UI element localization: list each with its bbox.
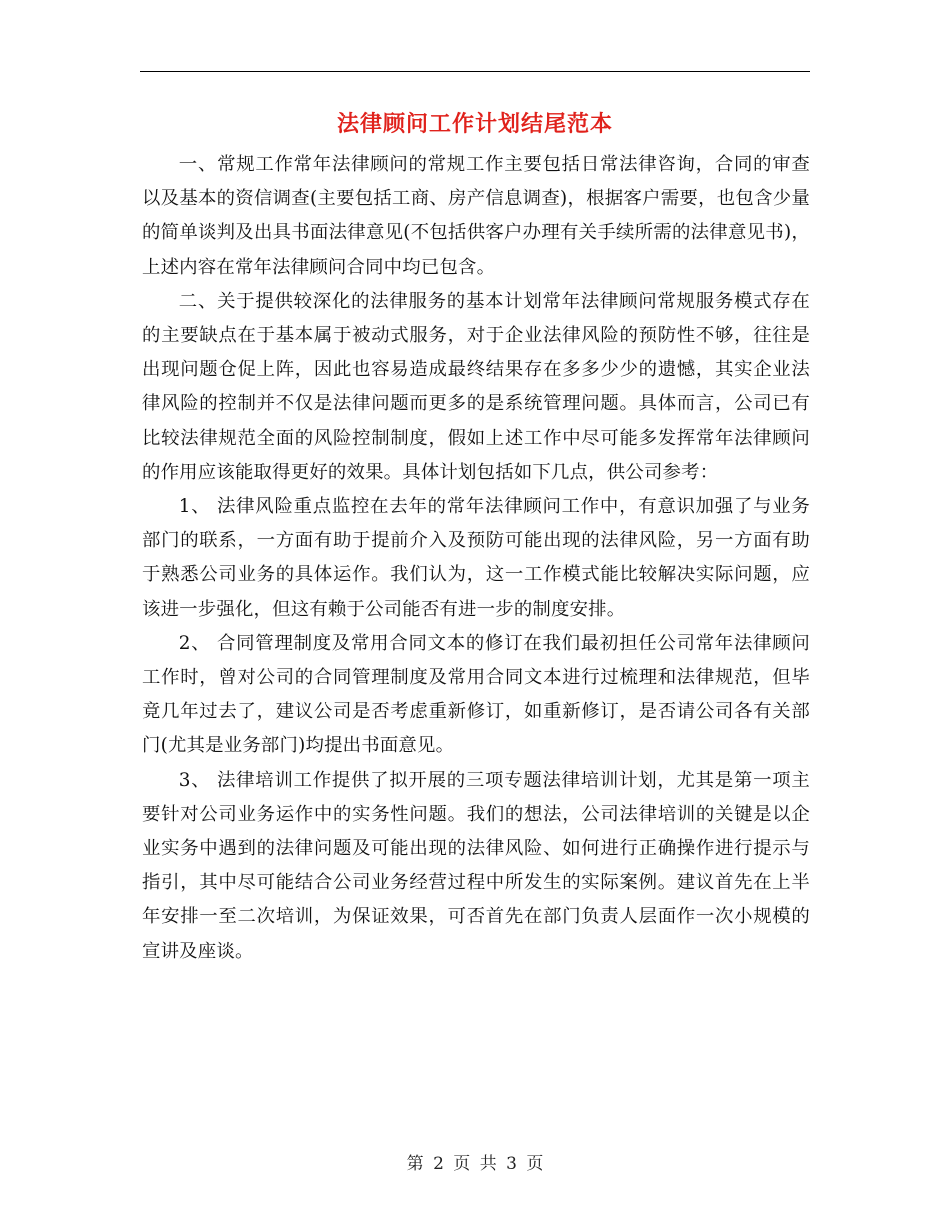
- paragraph-routine-work: 一、常规工作常年法律顾问的常规工作主要包括日常法律咨询，合同的审查以及基本的资信调查(主要包括工商、房产信息调查)，根据客户需要，也包含少量的简单谈判及出具书面法律意见(不包括供客户办理有关手续所需的法律意见书)，上述内容在常年法律顾问合同中均已包含。: [142, 154, 810, 278]
- document-body: [142, 148, 810, 969]
- document-title: 法律顾问工作计划结尾范本: [336, 111, 613, 137]
- header-rule: [140, 71, 810, 72]
- page-number: 第 2 页 共 3 页: [406, 1154, 544, 1174]
- paragraph-legal-training: 3、 法律培训工作提供了拟开展的三项专题法律培训计划，尤其是第一项主要针对公司业务运作中的实务性问题。我们的想法，公司法律培训的关键是以企业实务中遇到的法律问题及可能出现的法律风险、如何进行正确操作进行提示与指引，其中尽可能结合公司业务经营过程中所发生的实际案例。建议首先在上半年安排一至二次培训，为保证效果，可否首先在部门负责人层面作一次小规模的宣讲及座谈。: [142, 769, 810, 962]
- paragraph-contract-management: 2、 合同管理制度及常用合同文本的修订在我们最初担任公司常年法律顾问工作时，曾对公司的合同管理制度及常用合同文本进行过梳理和法律规范，但毕竟几年过去了，建议公司是否考虑重新修订，如重新修订，是否请公司各有关部门(尤其是业务部门)均提出书面意见。: [142, 632, 810, 757]
- paragraph-risk-monitoring: 1、 法律风险重点监控在去年的常年法律顾问工作中，有意识加强了与业务部门的联系，一方面有助于提前介入及预防可能出现的法律风险，另一方面有助于熟悉公司业务的具体运作。我们认为，这一工作模式能比较解决实际问题，应该进一步强化，但这有赖于公司能否有进一步的制度安排。: [142, 496, 810, 620]
- paragraph-service-plan: 二、关于提供较深化的法律服务的基本计划常年法律顾问常规服务模式存在的主要缺点在于基本属于被动式服务，对于企业法律风险的预防性不够，往往是出现问题仓促上阵，因此也容易造成最终结果存在多多少少的遗憾，其实企业法律风险的控制并不仅是法律问题而更多的是系统管理问题。具体而言，公司已有比较法律规范全面的风险控制制度，假如上述工作中尽可能多发挥常年法律顾问的作用应该能取得更好的效果。具体计划包括如下几点，供公司参考：: [142, 290, 810, 483]
